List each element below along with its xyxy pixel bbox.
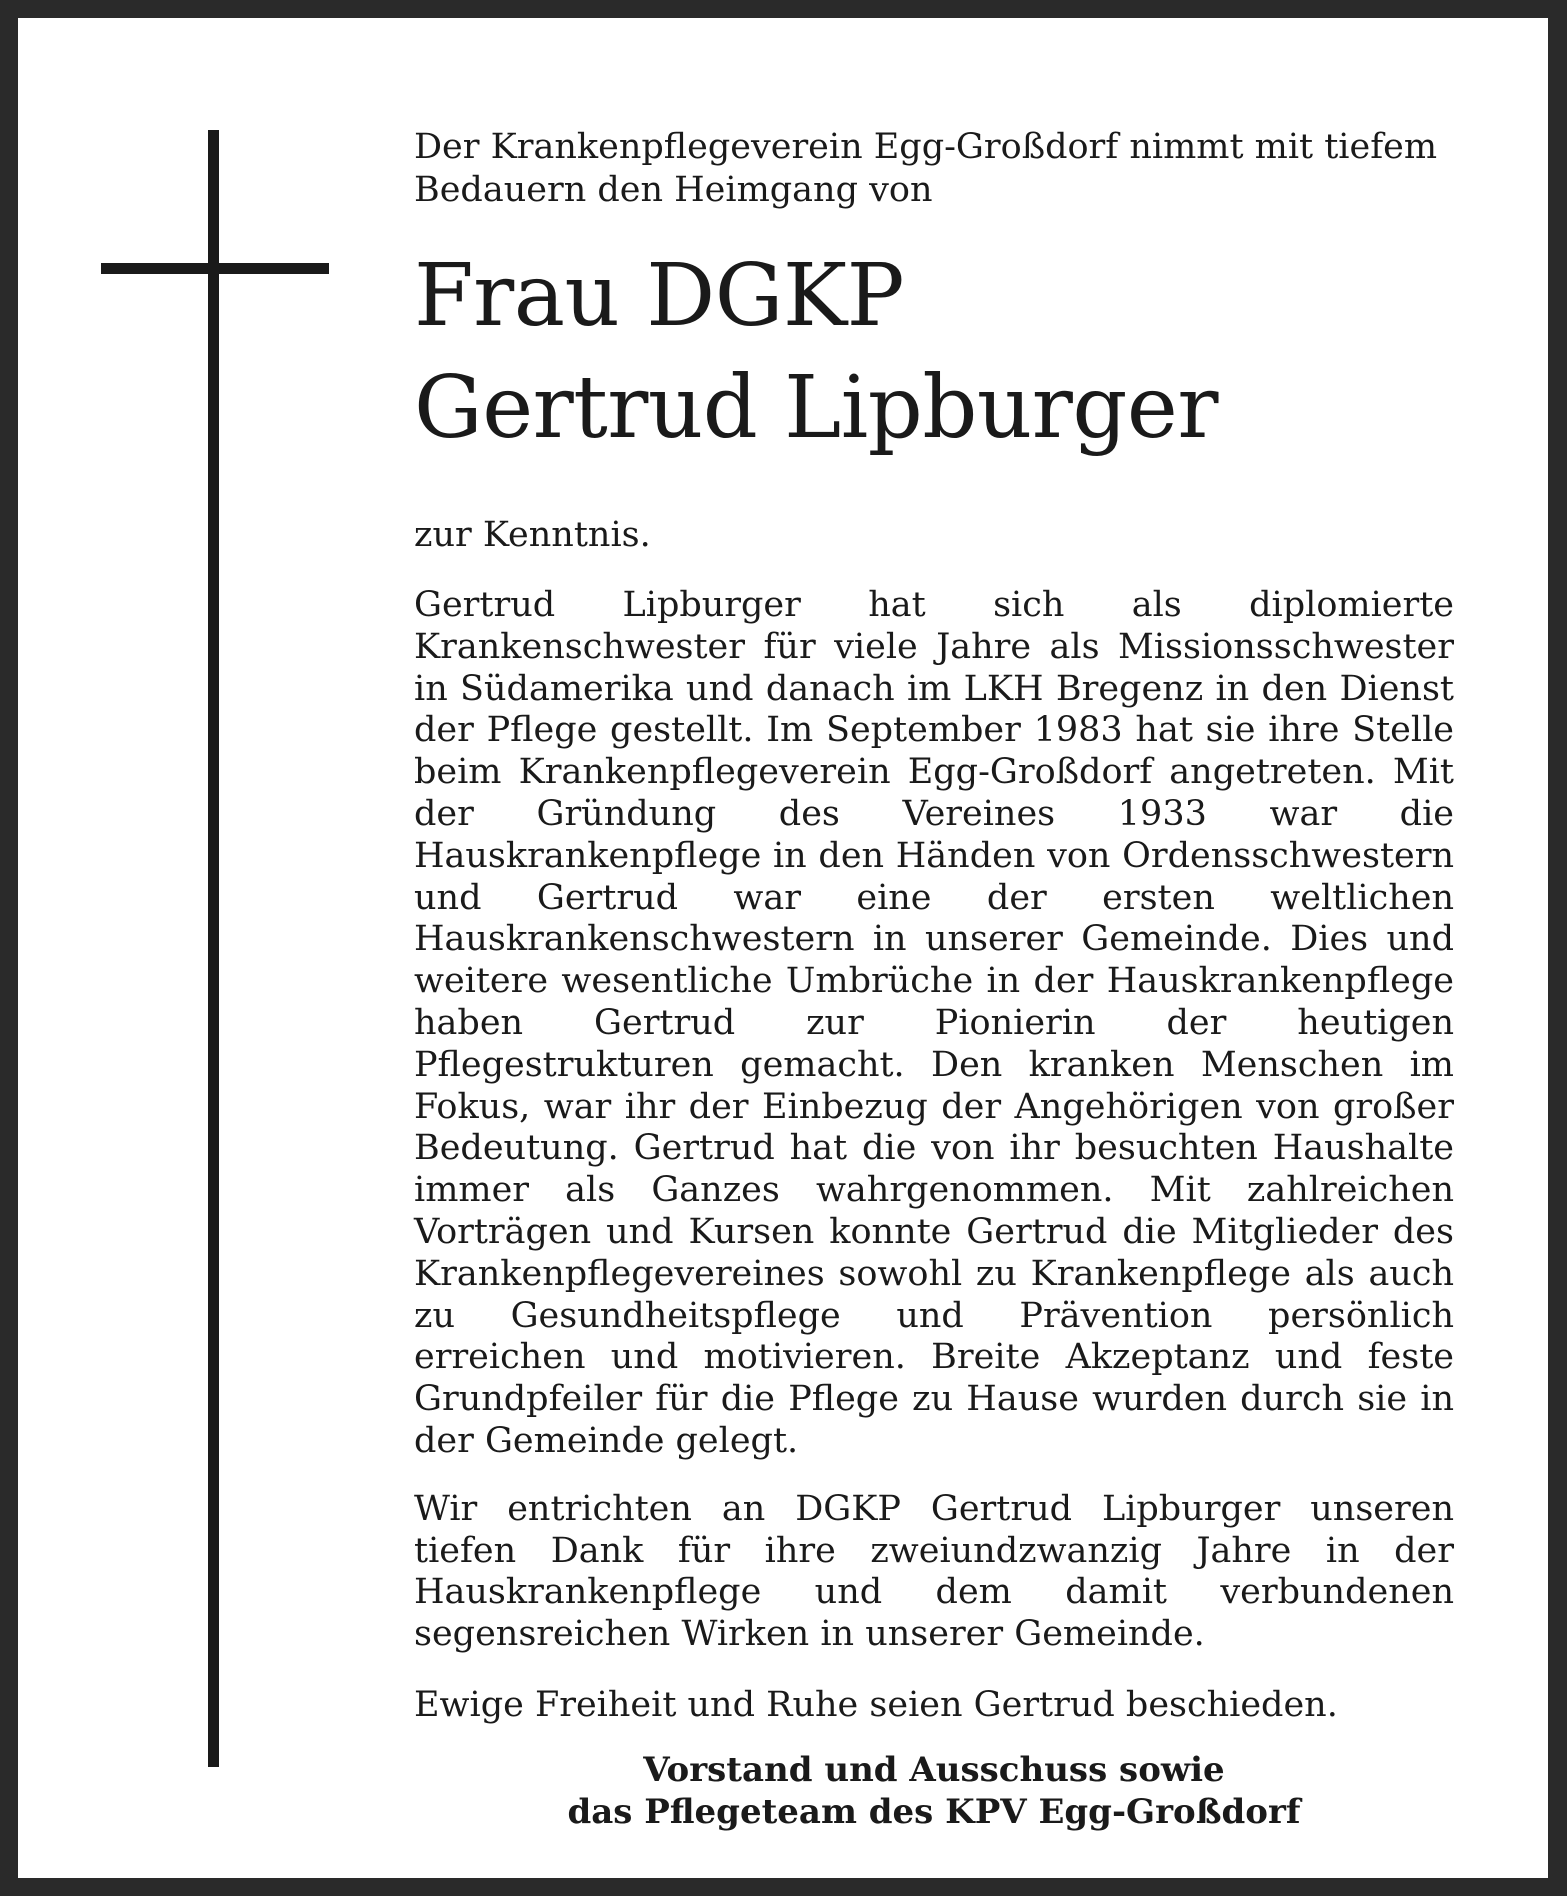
cross-horizontal-bar xyxy=(101,263,329,274)
cross-vertical-bar xyxy=(208,130,219,1767)
intro-text: Der Krankenpflegeverein Egg-Großdorf nimmt mit tiefem Bedauern den Heimgang von xyxy=(414,127,1438,210)
biography-paragraph: Gertrud Lipburger hat sich als diplomierte Krankenschwester für viele Jahre als Missionsschwester in Südamerika und danach im LKH Bregenz in den Dienst der Pflege gestellt. Im September 1983 hat sie ihre Stelle beim Krankenpflegeverein Egg-Großdorf angetreten. Mit der Gründung des Vereines 1933 war die Hauskrankenpflege in den Händen von Ordensschwestern und Gertrud war eine der ersten weltlichen Hauskrankenschwestern in unserer Gemeinde. Dies und weitere wesentliche Umbrüche in der Hauskrankenpflege haben Gertrud zur Pionierin der heutigen Pflegestrukturen gemacht. Den kranken Menschen im Fokus, war ihr der Einbezug der Angehörigen von großer Bedeutung. Gertrud hat die von ihr besuchten Haushalte immer als Ganzes wahrgenommen. Mit zahlreichen Vorträgen und Kursen konnte Gertrud die Mitglieder des Krankenpflegevereines sowohl zu Krankenpflege als auch zu Gesundheitspflege und Prävention persönlich erreichen und motivieren. Breite Akzeptanz und feste Grundpfeiler für die Pflege zu Hause wurden durch sie in der Gemeinde gelegt. xyxy=(414,585,1454,1461)
signature-line1: Vorstand und Ausschuss sowie xyxy=(643,1749,1225,1790)
deceased-name xyxy=(414,240,1454,464)
signature xyxy=(414,1749,1454,1833)
deceased-name-line2: Gertrud Lipburger xyxy=(414,358,1218,458)
deceased-name-line1: Frau DGKP xyxy=(414,246,905,346)
thanks-paragraph: Wir entrichten an DGKP Gertrud Lipburger unseren tiefen Dank für ihre zweiundzwanzig Jahre in der Hauskrankenpflege und dem damit verbundenen segensreichen Wirken in unserer Gemeinde. xyxy=(414,1488,1454,1655)
kenntnis-text: zur Kenntnis. xyxy=(414,515,651,555)
signature-line2: das Pflegeteam des KPV Egg-Großdorf xyxy=(567,1791,1301,1832)
obituary-notice xyxy=(18,18,1548,1878)
notice-content xyxy=(414,126,1454,1833)
closing-text: Ewige Freiheit und Ruhe seien Gertrud beschieden. xyxy=(414,1684,1338,1725)
